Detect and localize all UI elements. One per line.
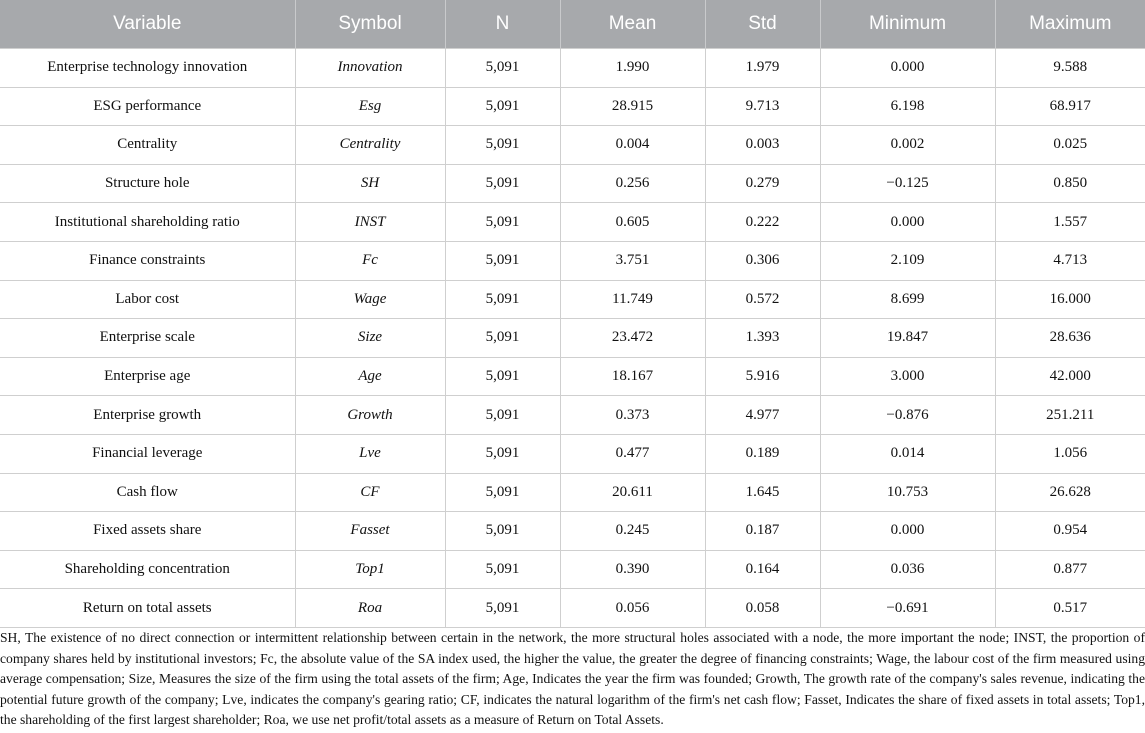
cell-maximum: 4.713 bbox=[995, 241, 1145, 280]
cell-std: 0.279 bbox=[705, 164, 820, 203]
header-n: N bbox=[445, 0, 560, 49]
cell-mean: 23.472 bbox=[560, 319, 705, 358]
cell-minimum: 3.000 bbox=[820, 357, 995, 396]
cell-maximum: 1.056 bbox=[995, 434, 1145, 473]
cell-variable: Enterprise scale bbox=[0, 319, 295, 358]
header-minimum: Minimum bbox=[820, 0, 995, 49]
cell-n: 5,091 bbox=[445, 126, 560, 165]
cell-std: 0.058 bbox=[705, 589, 820, 628]
cell-mean: 1.990 bbox=[560, 49, 705, 88]
cell-std: 4.977 bbox=[705, 396, 820, 435]
cell-symbol: Fasset bbox=[295, 512, 445, 551]
cell-symbol: INST bbox=[295, 203, 445, 242]
cell-minimum: −0.691 bbox=[820, 589, 995, 628]
cell-symbol: Age bbox=[295, 357, 445, 396]
cell-std: 1.645 bbox=[705, 473, 820, 512]
cell-minimum: 0.000 bbox=[820, 512, 995, 551]
cell-n: 5,091 bbox=[445, 87, 560, 126]
cell-mean: 0.256 bbox=[560, 164, 705, 203]
cell-std: 9.713 bbox=[705, 87, 820, 126]
cell-n: 5,091 bbox=[445, 434, 560, 473]
cell-minimum: 6.198 bbox=[820, 87, 995, 126]
cell-variable: Cash flow bbox=[0, 473, 295, 512]
table-row bbox=[0, 280, 1145, 319]
cell-variable: Fixed assets share bbox=[0, 512, 295, 551]
cell-symbol: Top1 bbox=[295, 550, 445, 589]
cell-variable: Enterprise age bbox=[0, 357, 295, 396]
cell-maximum: 1.557 bbox=[995, 203, 1145, 242]
header-variable: Variable bbox=[0, 0, 295, 49]
cell-n: 5,091 bbox=[445, 241, 560, 280]
cell-minimum: 0.000 bbox=[820, 49, 995, 88]
cell-minimum: −0.876 bbox=[820, 396, 995, 435]
cell-symbol: Lve bbox=[295, 434, 445, 473]
cell-mean: 0.245 bbox=[560, 512, 705, 551]
cell-mean: 18.167 bbox=[560, 357, 705, 396]
table-row bbox=[0, 164, 1145, 203]
table-row bbox=[0, 203, 1145, 242]
table-row bbox=[0, 357, 1145, 396]
table-row bbox=[0, 550, 1145, 589]
table-footnote: SH, The existence of no direct connection or intermittent relationship between certain in the network, the more structural holes associated with a node, the more important the node; INST, the proportion of company shares held by institutional investors; Fc, the absolute value of the SA index used, the higher the value, the greater the degree of financing constraints; Wage, the labour cost of the firm measured using average compensation; Size, Measures the size of the firm using the total assets of the firm; Age, Indicates the year the firm was founded; Growth, The growth rate of the company's sales revenue, indicating the potential future growth of the company; Lve, indicates the company's gearing ratio; CF, indicates the natural logarithm of the firm's net cash flow; Fasset, Indicates the share of fixed assets in total assets; Top1, the shareholding of the first largest shareholder; Roa, we use net profit/total assets as a measure of Return on Total Assets. bbox=[0, 630, 1145, 727]
cell-minimum: 19.847 bbox=[820, 319, 995, 358]
table-row bbox=[0, 473, 1145, 512]
cell-symbol: Growth bbox=[295, 396, 445, 435]
cell-minimum: 0.002 bbox=[820, 126, 995, 165]
table-row bbox=[0, 87, 1145, 126]
cell-variable: Centrality bbox=[0, 126, 295, 165]
cell-n: 5,091 bbox=[445, 550, 560, 589]
table-row bbox=[0, 589, 1145, 628]
table-row bbox=[0, 512, 1145, 551]
table-row bbox=[0, 319, 1145, 358]
cell-std: 1.393 bbox=[705, 319, 820, 358]
cell-n: 5,091 bbox=[445, 319, 560, 358]
cell-mean: 28.915 bbox=[560, 87, 705, 126]
cell-maximum: 26.628 bbox=[995, 473, 1145, 512]
cell-mean: 0.056 bbox=[560, 589, 705, 628]
cell-mean: 0.605 bbox=[560, 203, 705, 242]
header-symbol: Symbol bbox=[295, 0, 445, 49]
table-row bbox=[0, 434, 1145, 473]
cell-maximum: 0.954 bbox=[995, 512, 1145, 551]
header-row bbox=[0, 0, 1145, 49]
cell-minimum: 10.753 bbox=[820, 473, 995, 512]
cell-maximum: 28.636 bbox=[995, 319, 1145, 358]
cell-n: 5,091 bbox=[445, 357, 560, 396]
cell-std: 1.979 bbox=[705, 49, 820, 88]
cell-std: 0.222 bbox=[705, 203, 820, 242]
table-row bbox=[0, 241, 1145, 280]
cell-std: 5.916 bbox=[705, 357, 820, 396]
cell-minimum: 0.000 bbox=[820, 203, 995, 242]
header-mean: Mean bbox=[560, 0, 705, 49]
cell-minimum: 0.014 bbox=[820, 434, 995, 473]
cell-variable: Shareholding concentration bbox=[0, 550, 295, 589]
cell-symbol: Esg bbox=[295, 87, 445, 126]
cell-std: 0.187 bbox=[705, 512, 820, 551]
table-row bbox=[0, 126, 1145, 165]
cell-std: 0.003 bbox=[705, 126, 820, 165]
cell-std: 0.189 bbox=[705, 434, 820, 473]
cell-mean: 20.611 bbox=[560, 473, 705, 512]
cell-std: 0.164 bbox=[705, 550, 820, 589]
cell-symbol: Centrality bbox=[295, 126, 445, 165]
cell-variable: ESG performance bbox=[0, 87, 295, 126]
cell-symbol: Wage bbox=[295, 280, 445, 319]
cell-mean: 0.477 bbox=[560, 434, 705, 473]
cell-symbol: SH bbox=[295, 164, 445, 203]
cell-symbol: Innovation bbox=[295, 49, 445, 88]
cell-maximum: 0.877 bbox=[995, 550, 1145, 589]
cell-minimum: 0.036 bbox=[820, 550, 995, 589]
table-row bbox=[0, 396, 1145, 435]
cell-variable: Enterprise growth bbox=[0, 396, 295, 435]
cell-maximum: 9.588 bbox=[995, 49, 1145, 88]
cell-maximum: 42.000 bbox=[995, 357, 1145, 396]
cell-std: 0.572 bbox=[705, 280, 820, 319]
cell-symbol: Fc bbox=[295, 241, 445, 280]
cell-maximum: 0.517 bbox=[995, 589, 1145, 628]
cell-variable: Financial leverage bbox=[0, 434, 295, 473]
cell-variable: Structure hole bbox=[0, 164, 295, 203]
cell-maximum: 16.000 bbox=[995, 280, 1145, 319]
cell-std: 0.306 bbox=[705, 241, 820, 280]
cell-maximum: 251.211 bbox=[995, 396, 1145, 435]
cell-n: 5,091 bbox=[445, 164, 560, 203]
cell-n: 5,091 bbox=[445, 396, 560, 435]
table-body bbox=[0, 49, 1145, 628]
cell-variable: Labor cost bbox=[0, 280, 295, 319]
cell-mean: 11.749 bbox=[560, 280, 705, 319]
cell-n: 5,091 bbox=[445, 280, 560, 319]
cell-n: 5,091 bbox=[445, 49, 560, 88]
cell-mean: 0.004 bbox=[560, 126, 705, 165]
cell-minimum: 8.699 bbox=[820, 280, 995, 319]
cell-maximum: 0.850 bbox=[995, 164, 1145, 203]
cell-symbol: Roa bbox=[295, 589, 445, 628]
table-row bbox=[0, 49, 1145, 88]
cell-mean: 3.751 bbox=[560, 241, 705, 280]
cell-minimum: 2.109 bbox=[820, 241, 995, 280]
header-std: Std bbox=[705, 0, 820, 49]
cell-maximum: 0.025 bbox=[995, 126, 1145, 165]
header-maximum: Maximum bbox=[995, 0, 1145, 49]
cell-mean: 0.373 bbox=[560, 396, 705, 435]
cell-variable: Institutional shareholding ratio bbox=[0, 203, 295, 242]
cell-n: 5,091 bbox=[445, 589, 560, 628]
cell-variable: Return on total assets bbox=[0, 589, 295, 628]
cell-minimum: −0.125 bbox=[820, 164, 995, 203]
cell-n: 5,091 bbox=[445, 512, 560, 551]
cell-variable: Finance constraints bbox=[0, 241, 295, 280]
cell-symbol: Size bbox=[295, 319, 445, 358]
cell-n: 5,091 bbox=[445, 203, 560, 242]
cell-variable: Enterprise technology innovation bbox=[0, 49, 295, 88]
cell-n: 5,091 bbox=[445, 473, 560, 512]
cell-mean: 0.390 bbox=[560, 550, 705, 589]
cell-maximum: 68.917 bbox=[995, 87, 1145, 126]
cell-symbol: CF bbox=[295, 473, 445, 512]
